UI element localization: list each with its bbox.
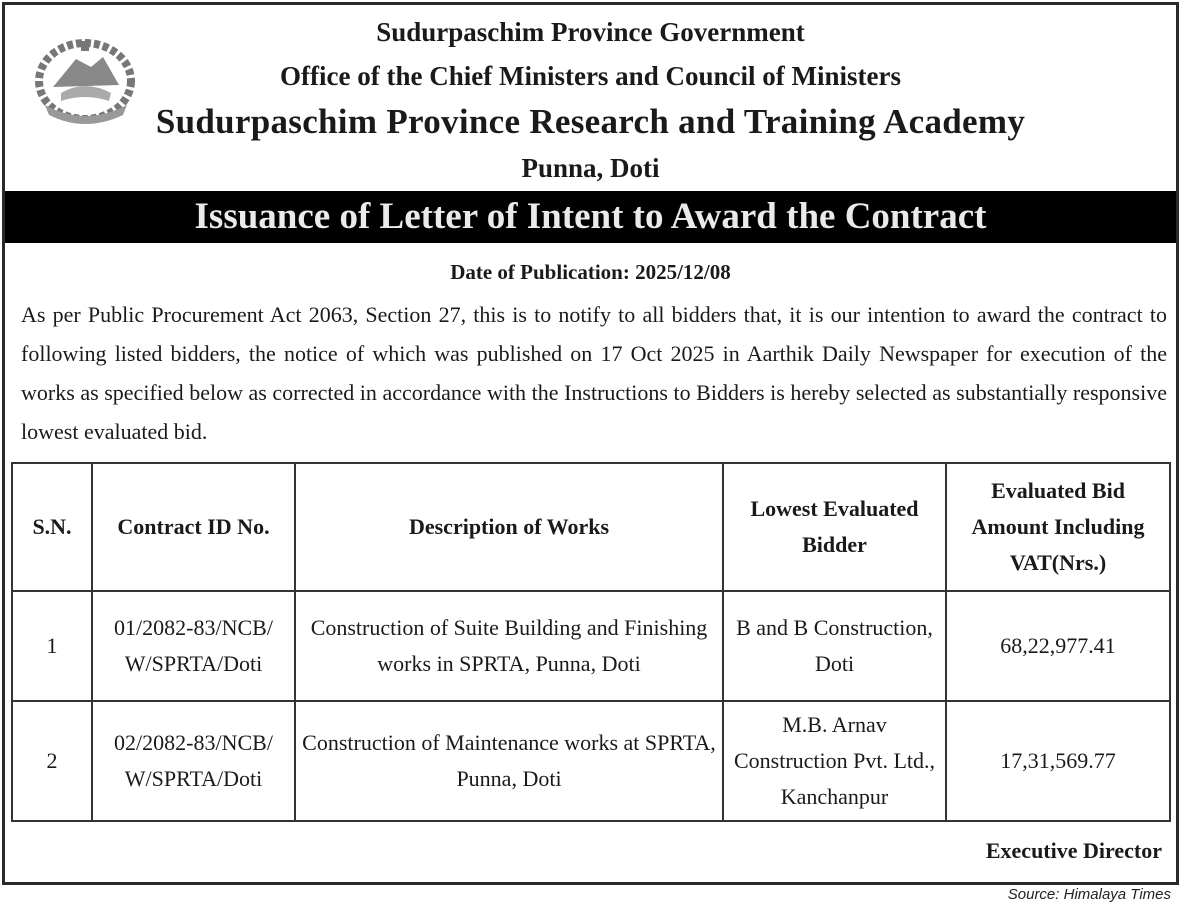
notice-paragraph: As per Public Procurement Act 2063, Section 27, this is to notify to all bidders that, it is our intention to award the contract to following listed bidders, the notice of which was published on 17 Oct 2025 in Aarthik Daily Newspaper for execution of the works as specified below as corrected in accordance with the Instructions to Bidders is hereby selected as substantially responsive lowest evaluated bid.: [21, 302, 1167, 444]
cell-bidder: B and B Construction, Doti: [723, 591, 946, 701]
source-credit: Source: Himalaya Times: [1007, 886, 1171, 903]
cell-sn: 1: [12, 591, 92, 701]
col-bidder: Lowest Evaluated Bidder: [723, 463, 946, 591]
notice-title: Issuance of Letter of Intent to Award the Contract: [5, 191, 1176, 243]
cell-description: Construction of Maintenance works at SPRTA, Punna, Doti: [295, 701, 723, 821]
col-sn: S.N.: [12, 463, 92, 591]
cell-sn: 2: [12, 701, 92, 821]
academy-name: Sudurpaschim Province Research and Training Academy: [155, 102, 1026, 141]
col-contract-id: Contract ID No.: [92, 463, 295, 591]
notice-frame: [2, 2, 1179, 885]
cell-contract-id: 01/2082-83/NCB/ W/SPRTA/Doti: [92, 591, 295, 701]
table-header-row: [12, 463, 1170, 591]
signatory: Executive Director: [985, 838, 1162, 863]
government-name: Sudurpaschim Province Government: [376, 17, 805, 47]
cell-amount: 68,22,977.41: [946, 591, 1170, 701]
cell-contract-id: 02/2082-83/NCB/ W/SPRTA/Doti: [92, 701, 295, 821]
table-row: [12, 591, 1170, 701]
col-description: Description of Works: [295, 463, 723, 591]
office-name: Office of the Chief Ministers and Council of Ministers: [280, 61, 901, 91]
cell-amount: 17,31,569.77: [946, 701, 1170, 821]
location: Punna, Doti: [521, 153, 660, 183]
cell-description: Construction of Suite Building and Finishing works in SPRTA, Punna, Doti: [295, 591, 723, 701]
cell-bidder: M.B. Arnav Construction Pvt. Ltd., Kanchanpur: [723, 701, 946, 821]
col-amount: Evaluated Bid Amount Including VAT(Nrs.): [946, 463, 1170, 591]
publication-date: Date of Publication: 2025/12/08: [450, 260, 731, 284]
award-table: [11, 462, 1171, 822]
table-row: [12, 701, 1170, 821]
